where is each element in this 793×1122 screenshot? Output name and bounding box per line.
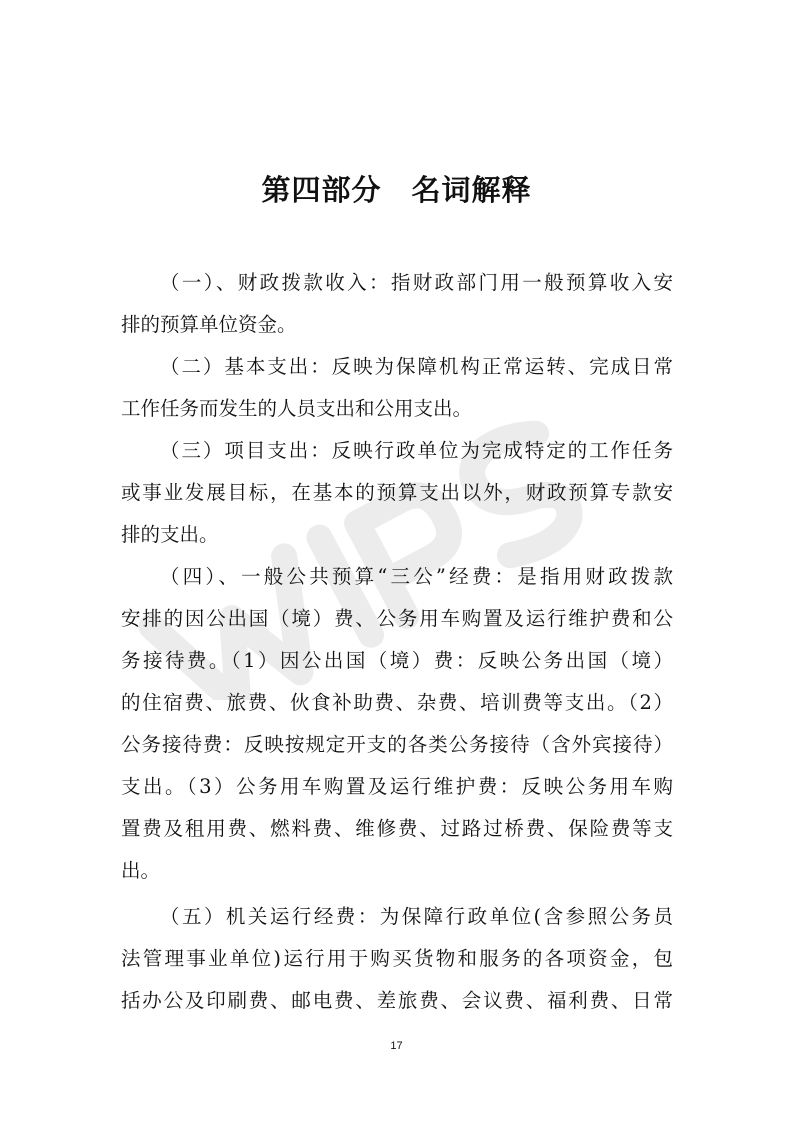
paragraph-3-line-2: 或事业发展目标，在基本的预算支出以外，财政预算专款安 <box>121 481 673 504</box>
paragraph-4-line-8: 出。 <box>121 859 161 882</box>
paragraph-4-line-7: 置费及租用费、燃料费、维修费、过路过桥费、保险费等支 <box>121 817 673 840</box>
paragraph-4-line-1: （四）、一般公共预算“三公”经费：是指用财政拨款 <box>160 565 673 588</box>
paragraph-5-line-2: 法管理事业单位)运行用于购买货物和服务的各项资金，包 <box>121 947 673 970</box>
page-title: 第四部分 名词解释 <box>261 173 532 207</box>
paragraph-5-line-3: 括办公及印刷费、邮电费、差旅费、会议费、福利费、日常 <box>121 989 673 1012</box>
paragraph-1-line-2: 排的预算单位资金。 <box>121 313 297 336</box>
paragraph-2-line-2: 工作任务而发生的人员支出和公用支出。 <box>121 397 473 420</box>
paragraph-2-line-1: （二）基本支出：反映为保障机构正常运转、完成日常 <box>160 355 673 378</box>
paragraph-1-line-1: （一）、财政拨款收入：指财政部门用一般预算收入安 <box>160 271 673 294</box>
paragraph-4-line-3: 务接待费。（1）因公出国（境）费：反映公务出国（境） <box>121 649 673 672</box>
paragraph-4-line-4: 的住宿费、旅费、伙食补助费、杂费、培训费等支出。（2） <box>121 691 673 714</box>
paragraph-3-line-1: （三）项目支出：反映行政单位为完成特定的工作任务 <box>160 439 673 462</box>
paragraph-3-line-3: 排的支出。 <box>121 523 219 546</box>
paragraph-4-line-5: 公务接待费：反映按规定开支的各类公务接待（含外宾接待） <box>121 733 673 756</box>
paragraph-5-line-1: （五）机关运行经费：为保障行政单位(含参照公务员 <box>160 905 673 928</box>
page-number: 17 <box>390 1040 403 1052</box>
paragraph-4-line-2: 安排的因公出国（境）费、公务用车购置及运行维护费和公 <box>121 607 673 630</box>
paragraph-4-line-6: 支出。（3）公务用车购置及运行维护费：反映公务用车购 <box>121 775 673 798</box>
